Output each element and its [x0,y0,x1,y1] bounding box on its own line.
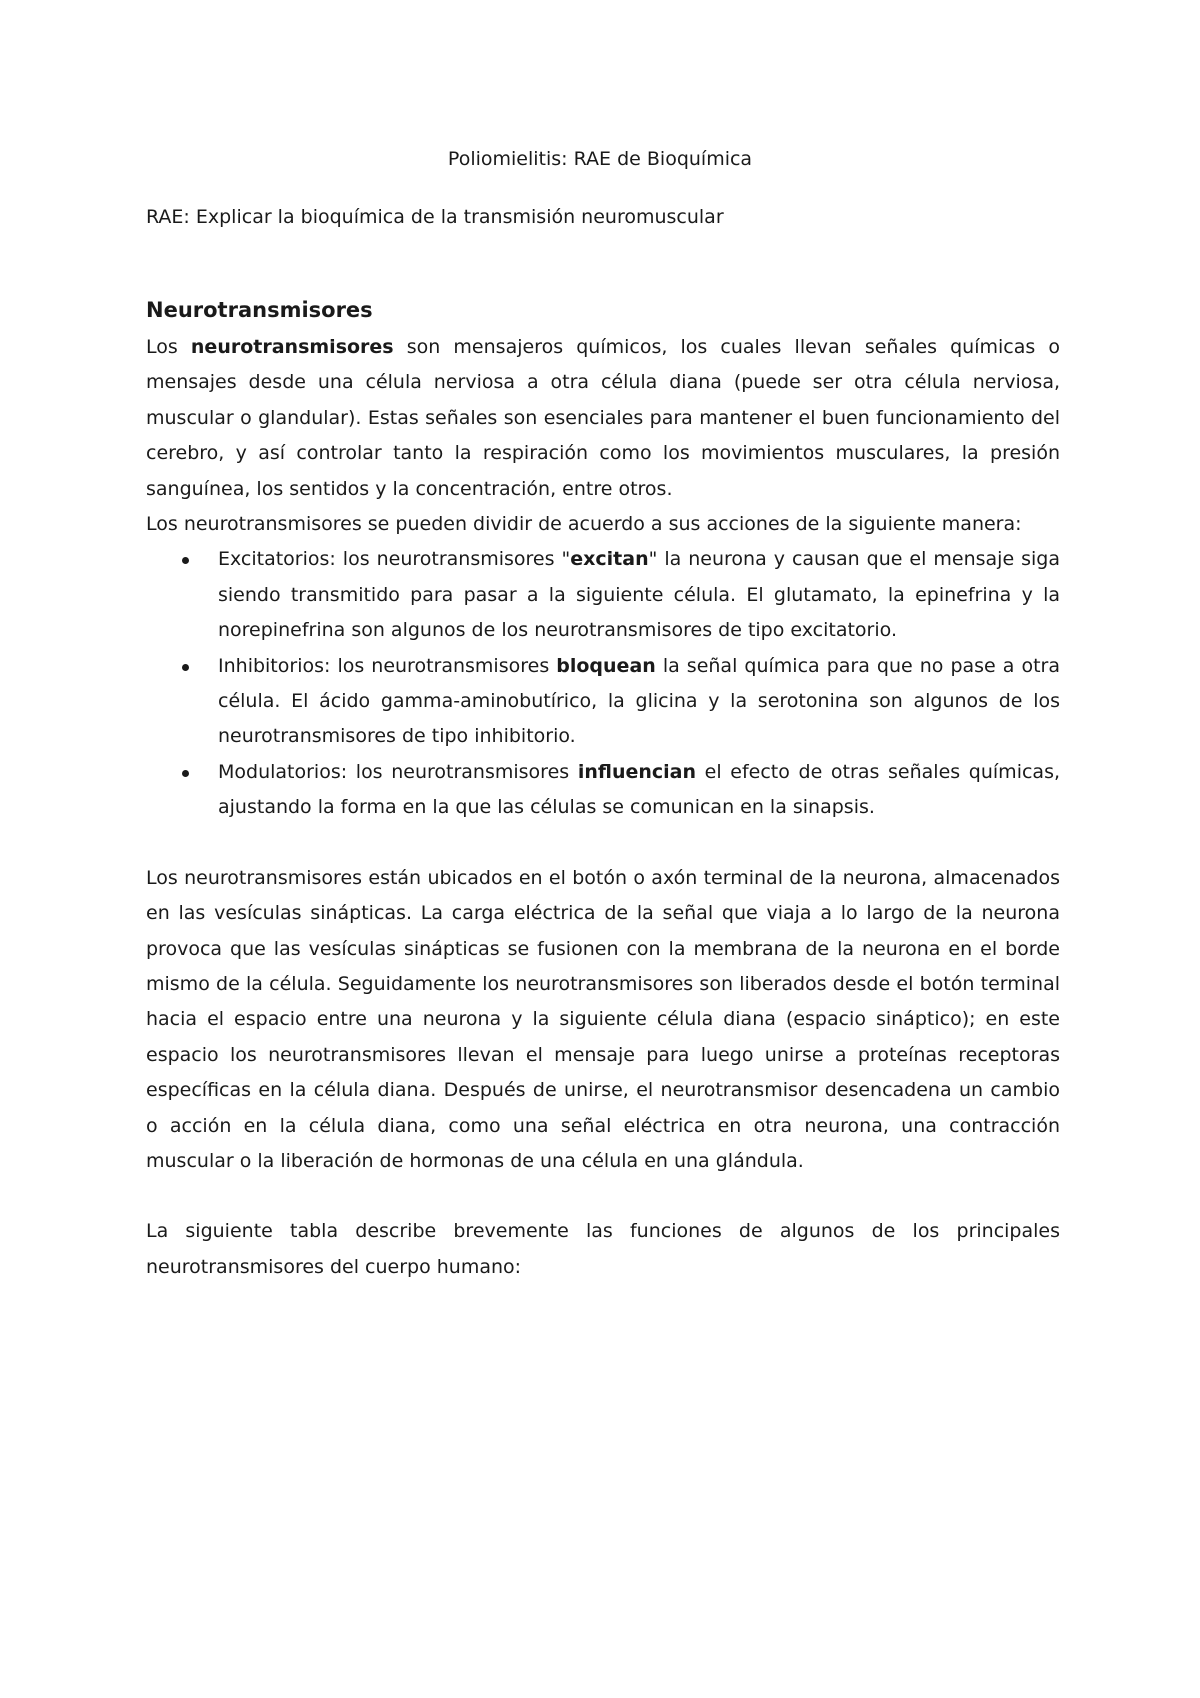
list-item-text-start: Modulatorios: los neurotransmisores [218,760,578,783]
list-item-bold-term: excitan [570,548,649,571]
list-item-bold-term: influencian [577,760,697,783]
bullet-icon [182,557,189,564]
neurotransmitter-types-list [146,542,1060,825]
list-item-inhibitory [218,649,1060,755]
intro-text-end: son mensajeros químicos, los cuales llevan señales químicas o mensajes desde una célula nerviosa a otra célula diana (puede ser otra célula nerviosa, muscular o glandular). Estas señales son esenciales para mantener el buen funcionamiento del cerebro, y así controlar tanto la respiración como los movimientos musculares, la presión sanguínea, los sentidos y la concentración, entre otros. [146,336,1060,500]
list-item-excitatory [218,542,1060,648]
list-item-bold-term: bloquean [556,654,656,677]
section-heading: Neurotransmisores [146,298,373,322]
bullet-icon [182,664,189,671]
list-item-text-end: " la neurona y causan que el mensaje siga siendo transmitido para pasar a la siguiente célula. El glutamato, la epinefrina y la norepinefrina son algunos de los neurotransmisores de tipo excitatorio. [218,548,1060,642]
list-item-modulatory [218,755,1060,826]
list-item-text-end: el efecto de otras señales químicas, ajustando la forma en la que las células se comunican en la sinapsis. [218,760,1061,819]
table-intro-paragraph: La siguiente tabla describe brevemente las funciones de algunos de los principales neurotransmisores del cuerpo humano: [146,1220,1060,1278]
list-item-text-end: la señal química para que no pase a otra célula. El ácido gamma-aminobutírico, la glicina y la serotonina son algunos de los neurotransmisores de tipo inhibitorio. [218,654,1061,748]
bullet-icon [182,770,189,777]
intro-text-start: Los [146,336,191,358]
intro-paragraph [146,330,1060,507]
intro-bold-term: neurotransmisores [190,336,394,358]
location-paragraph: Los neurotransmisores están ubicados en el botón o axón terminal de la neurona, almacenados en las vesículas sinápticas. La carga eléctrica de la señal que viaja a lo largo de la neurona provoca que las vesículas sinápticas se fusionen con la membrana de la neurona en el borde mismo de la célula. Seguidamente los neurotransmisores son liberados desde el botón terminal hacia el espacio entre una neurona y la siguiente célula diana (espacio sináptico); en este espacio los neurotransmisores llevan el mensaje para luego unirse a proteínas receptoras específicas en la célula diana. Después de unirse, el neurotransmisor desencadena un cambio o acción en la célula diana, como una señal eléctrica en otra neurona, una contracción muscular o la liberación de hormonas de una célula en una glándula. [146,866,1060,1172]
classification-intro: Los neurotransmisores se pueden dividir de acuerdo a sus acciones de la siguiente manera: [146,513,1022,536]
rae-line: RAE: Explicar la bioquímica de la transmisión neuromuscular [146,206,724,228]
list-item-text-start: Excitatorios: los neurotransmisores " [218,548,571,571]
document-title: Poliomielitis: RAE de Bioquímica [447,148,753,170]
list-item-text-start: Inhibitorios: los neurotransmisores [218,654,557,677]
document-body [146,296,1060,1285]
